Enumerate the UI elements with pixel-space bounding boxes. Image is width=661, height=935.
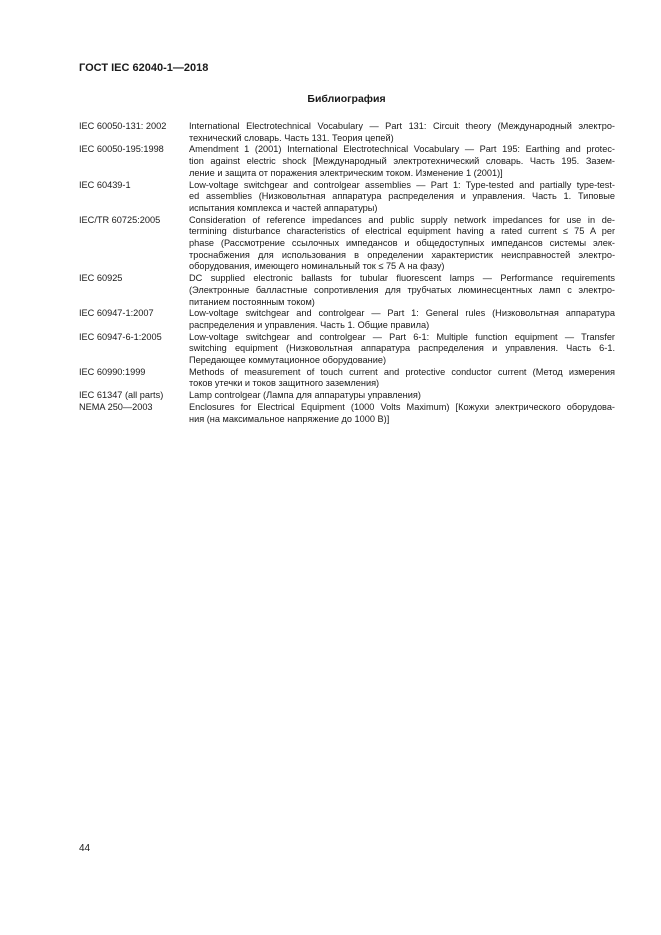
description-line: троснабжения для использования в определении характеристик неисправностей электро- <box>189 249 615 260</box>
reference-id: IEC 60990:1999 <box>79 366 146 377</box>
reference-id: IEC 60947-6-1:2005 <box>79 331 162 342</box>
bibliography-entry <box>79 273 615 308</box>
bibliography-entry <box>79 402 615 425</box>
description-line: распределения и управления. Часть 1. Общие правила) <box>189 319 430 330</box>
reference-description <box>189 121 615 144</box>
description-line: International Electrotechnical Vocabulary — Part 131: Circuit theory (Международный электро- <box>189 121 615 131</box>
reference-description <box>189 308 615 331</box>
description-line: Low-voltage switchgear and controlgear — Part 1: General rules (Низковольтная аппаратура <box>189 308 615 319</box>
reference-id: IEC/TR 60725:2005 <box>79 214 161 225</box>
reference-description <box>189 273 615 308</box>
description-line: tion against electric shock [Международный электротехнический словарь. Часть 195. Зазем- <box>189 156 615 167</box>
description-line: termining disturbance characteristics of electrical equipment having a rated current ≤ 75 A per <box>189 226 615 237</box>
description-line: технический словарь. Часть 131. Теория цепей) <box>189 132 394 143</box>
description-line: Consideration of reference impedances and public supply network impedances for use in de- <box>189 214 615 225</box>
reference-description <box>189 332 615 367</box>
standard-header: ГОСТ IEC 62040-1—2018 <box>79 62 209 74</box>
description-line: испытания комплекса и частей аппаратуры) <box>189 202 378 213</box>
description-line: (Электронные балластные сопротивления для трубчатых люминесцентных ламп с электро- <box>189 284 615 295</box>
reference-id: IEC 60925 <box>79 273 123 284</box>
bibliography-entry <box>79 180 615 215</box>
bibliography-entry <box>79 121 615 144</box>
description-line: phase (Рассмотрение ссылочных импедансов и общедоступных импедансов системы элек- <box>189 238 615 249</box>
description-line: Low-voltage switchgear and controlgear assemblies — Part 1: Type-tested and partially type-test- <box>189 179 615 190</box>
bibliography-entry <box>79 308 615 331</box>
page-number: 44 <box>79 843 91 854</box>
description-line: Lamp controlgear (Лампа для аппаратуры управления) <box>189 390 421 401</box>
description-line: ление и защита от поражения электрическим током. Изменение 1 (2001)] <box>189 167 503 178</box>
section-title: Библиография <box>307 93 386 105</box>
description-line: Amendment 1 (2001) International Electrotechnical Vocabulary — Part 195: Earthing and protec- <box>189 144 615 155</box>
reference-description <box>189 180 615 215</box>
bibliography-entry <box>79 215 615 274</box>
reference-description <box>189 367 615 390</box>
description-line: ed assemblies (Низковольтная аппаратура распределения и управления. Часть 1. Типовые <box>189 191 615 202</box>
reference-id: NEMA 250—2003 <box>79 401 153 412</box>
description-line: Передающее коммутационное оборудование) <box>189 355 387 366</box>
bibliography-entry <box>79 390 615 402</box>
reference-id: IEC 60050-195:1998 <box>79 144 164 155</box>
reference-id: IEC 60439-1 <box>79 179 131 190</box>
description-line: ния (на максимальное напряжение до 1000 В)] <box>189 413 390 424</box>
description-line: Low-voltage switchgear and controlgear — Part 6-1: Multiple function equipment — Transfer <box>189 331 615 342</box>
description-line: токов утечки и токов защитного заземления) <box>189 378 380 389</box>
description-line: Enclosures for Electrical Equipment (1000 Volts Maximum) [Кожухи электрического оборудова- <box>189 401 615 412</box>
reference-description <box>189 215 615 274</box>
description-line: оборудования, имеющего номинальный ток ≤ 75 А на фазу) <box>189 261 445 272</box>
reference-id: IEC 60050-131: 2002 <box>79 121 167 131</box>
description-line: DC supplied electronic ballasts for tubular fluorescent lamps — Performance requirements <box>189 273 615 284</box>
reference-description <box>189 144 615 179</box>
reference-id: IEC 60947-1:2007 <box>79 308 154 319</box>
description-line: Methods of measurement of touch current and protective conductor current (Метод измерения <box>189 366 615 377</box>
bibliography-entry <box>79 144 615 179</box>
bibliography-list <box>79 121 615 425</box>
reference-id: IEC 61347 (all parts) <box>79 390 164 401</box>
reference-description <box>189 390 615 402</box>
bibliography-entry <box>79 332 615 367</box>
reference-description <box>189 402 615 425</box>
bibliography-entry <box>79 367 615 390</box>
description-line: питанием постоянным током) <box>189 296 315 307</box>
description-line: switching equipment (Низковольтная аппаратура распределения и управления. Часть 6-1. <box>189 343 615 354</box>
